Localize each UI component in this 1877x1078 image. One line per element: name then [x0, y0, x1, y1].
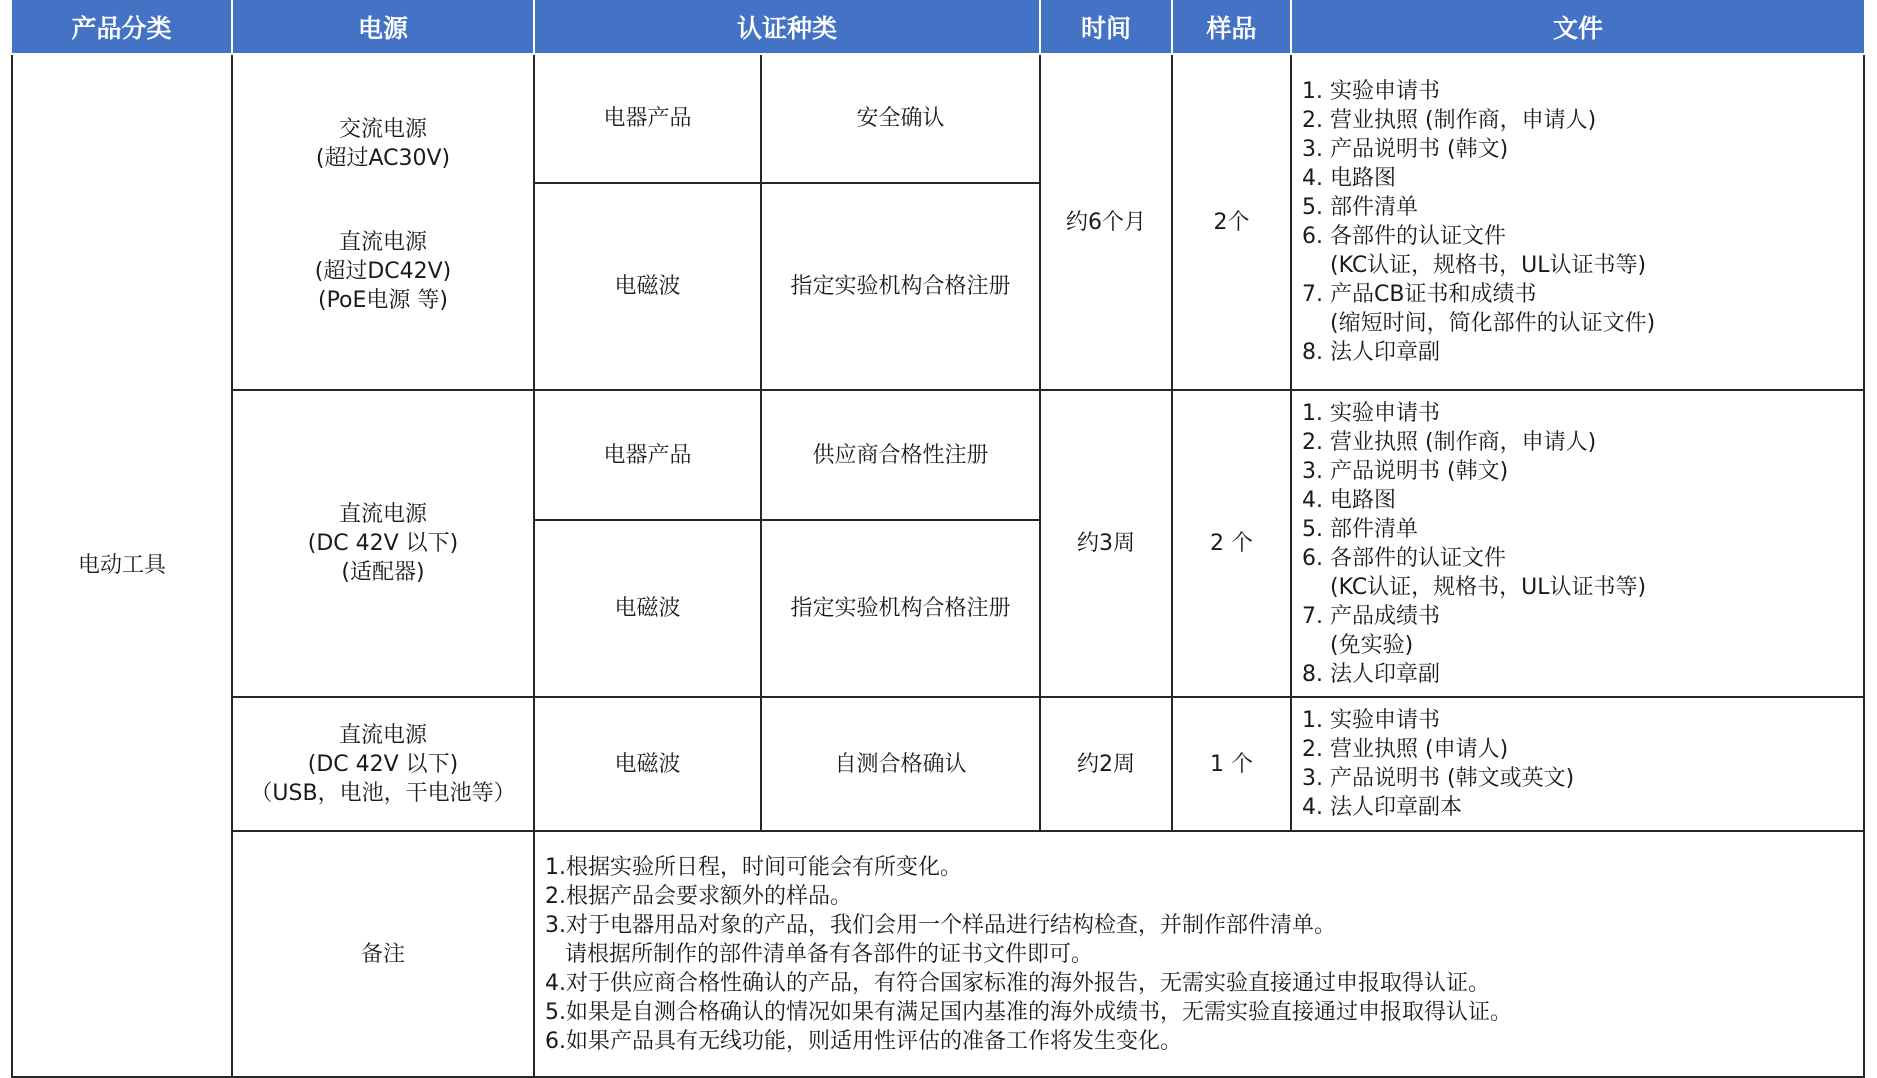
table-row — [12, 697, 1864, 831]
cert-name-cell: 供应商合格性注册 — [761, 390, 1040, 520]
remarks-label: 备注 — [232, 831, 534, 1077]
header-time: 时间 — [1040, 0, 1172, 54]
power-line: （USB，电池，干电池等） — [250, 780, 516, 806]
power-line: (DC 42V 以下) — [307, 751, 459, 777]
cert-type-cell: 电磁波 — [534, 520, 761, 697]
time-cell: 约6个月 — [1040, 54, 1172, 390]
table-row — [12, 390, 1864, 520]
remark-line: 1.根据实验所日程，时间可能会有所变化。 — [545, 854, 962, 880]
cert-type-cell: 电磁波 — [534, 697, 761, 831]
power-line: 直流电源 — [338, 230, 427, 255]
file-item: 8. 法人印章副 — [1302, 340, 1440, 365]
remarks-content — [534, 831, 1864, 1077]
power-line: 交流电源 — [338, 117, 427, 142]
power-line: 直流电源 — [338, 502, 427, 527]
cert-name-cell: 安全确认 — [761, 54, 1040, 183]
category-cell: 电动工具 — [12, 54, 232, 1077]
header-power: 电源 — [232, 0, 534, 54]
remarks-row — [12, 831, 1864, 1077]
file-item: 6. 各部件的认证文件 — [1302, 224, 1506, 249]
power-cell — [232, 697, 534, 831]
samples-cell: 1 个 — [1172, 697, 1291, 831]
remark-line: 2.根据产品会要求额外的样品。 — [545, 883, 852, 909]
samples-cell: 2 个 — [1172, 390, 1291, 697]
file-item: (免实验) — [1330, 632, 1414, 658]
samples-cell: 2个 — [1172, 54, 1291, 390]
files-cell — [1291, 390, 1864, 697]
header-category: 产品分类 — [12, 0, 232, 54]
file-item: (KC认证，规格书，UL认证书等) — [1330, 253, 1647, 278]
file-item: 2. 营业执照 (申请人) — [1302, 737, 1509, 762]
file-item: 3. 产品说明书 (韩文) — [1302, 458, 1509, 484]
cert-type-cell: 电器产品 — [534, 390, 761, 520]
header-samples: 样品 — [1172, 0, 1291, 54]
cert-type-cell: 电器产品 — [534, 54, 761, 183]
file-item: (KC认证，规格书，UL认证书等) — [1330, 574, 1647, 600]
file-item: 5. 部件清单 — [1302, 195, 1418, 220]
file-item: 7. 产品成绩书 — [1302, 603, 1440, 629]
remark-line: 4.对于供应商合格性确认的产品，有符合国家标准的海外报告，无需实验直接通过申报取得认证。 — [545, 970, 1490, 996]
cert-type-cell: 电磁波 — [534, 183, 761, 390]
cert-name-cell: 指定实验机构合格注册 — [761, 520, 1040, 697]
file-item: 4. 电路图 — [1302, 487, 1396, 513]
file-item: 3. 产品说明书 (韩文) — [1302, 137, 1509, 162]
certification-table — [11, 0, 1865, 1078]
file-item: 3. 产品说明书 (韩文或英文) — [1302, 766, 1575, 791]
remark-line: 6.如果产品具有无线功能，则适用性评估的准备工作将发生变化。 — [545, 1028, 1182, 1054]
power-line: (PoE电源 等) — [317, 288, 448, 313]
header-files: 文件 — [1291, 0, 1864, 54]
file-item: 4. 法人印章副本 — [1302, 795, 1462, 820]
cert-name-cell: 指定实验机构合格注册 — [761, 183, 1040, 390]
table-row — [12, 54, 1864, 183]
time-cell: 约3周 — [1040, 390, 1172, 697]
file-item: 2. 营业执照 (制作商，申请人) — [1302, 108, 1597, 133]
file-item: 2. 营业执照 (制作商，申请人) — [1302, 429, 1597, 455]
file-item: 4. 电路图 — [1302, 166, 1396, 191]
file-item: (缩短时间，简化部件的认证文件) — [1330, 311, 1656, 336]
power-cell — [232, 54, 534, 390]
files-cell — [1291, 697, 1864, 831]
header-cert-type: 认证种类 — [534, 0, 1040, 54]
file-item: 8. 法人印章副 — [1302, 661, 1440, 687]
file-item: 1. 实验申请书 — [1302, 400, 1440, 426]
power-line: (超过AC30V) — [315, 146, 451, 171]
file-item: 5. 部件清单 — [1302, 516, 1418, 542]
cert-name-cell: 自测合格确认 — [761, 697, 1040, 831]
file-item: 7. 产品CB证书和成绩书 — [1302, 282, 1537, 307]
file-item: 6. 各部件的认证文件 — [1302, 545, 1506, 571]
files-cell — [1291, 54, 1864, 390]
remark-line: 请根据所制作的部件清单备有各部件的证书文件即可。 — [565, 941, 1094, 967]
time-cell: 约2周 — [1040, 697, 1172, 831]
power-cell — [232, 390, 534, 697]
power-line: (DC 42V 以下) — [307, 531, 459, 556]
remark-line: 5.如果是自测合格确认的情况如果有满足国内基准的海外成绩书，无需实验直接通过申报取得认证。 — [545, 999, 1512, 1025]
power-line: (适配器) — [341, 560, 425, 585]
file-item: 1. 实验申请书 — [1302, 708, 1440, 733]
power-line: (超过DC42V) — [314, 259, 452, 284]
file-item: 1. 实验申请书 — [1302, 79, 1440, 104]
header-row — [12, 0, 1864, 54]
remark-line: 3.对于电器用品对象的产品，我们会用一个样品进行结构检查，并制作部件清单。 — [545, 912, 1336, 938]
power-line: 直流电源 — [338, 722, 427, 748]
